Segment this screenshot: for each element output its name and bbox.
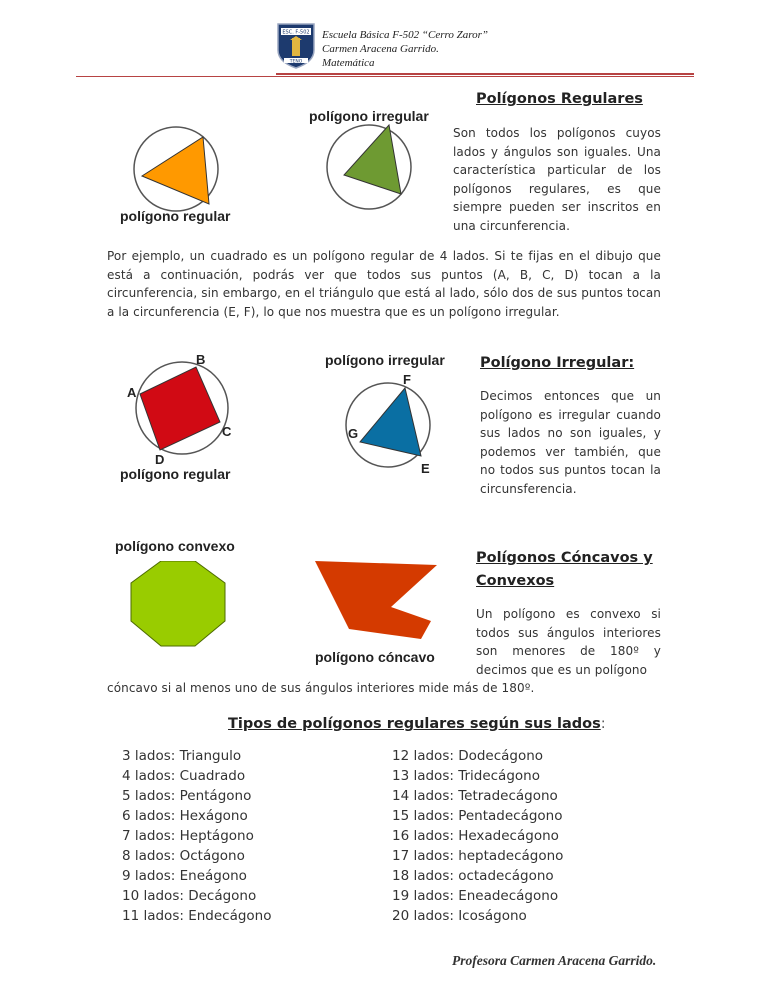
list-col1 (122, 746, 272, 926)
vertex-a: A (127, 385, 137, 400)
vertex-b: B (196, 352, 206, 367)
title-poligonos-regulares: Polígonos Regulares (476, 91, 643, 107)
header-subject: Matemática (322, 57, 375, 69)
list-item: 16 lados: Hexadecágono (392, 828, 559, 844)
figure-irregular-triangle (324, 122, 414, 212)
text-poligonos-regulares: Son todos los polígonos cuyos lados y ángulos son iguales. Una característica particular de los polígonos regulares, es que siempre pueden ser inscritos en una circunferencia. (453, 126, 661, 233)
header-rule-thin (76, 76, 694, 77)
list-item: 17 lados: heptadecágono (392, 848, 564, 864)
figure-regular-triangle (128, 124, 224, 214)
list-item: 11 lados: Endecágono (122, 908, 272, 924)
title-poligono-irregular: Polígono Irregular: (480, 355, 635, 371)
figure-concave-polygon (313, 559, 439, 641)
text-concavos-continued: cóncavo si al menos uno de sus ángulos interiores mide más de 180º. (107, 681, 535, 695)
list-col2 (392, 746, 563, 926)
vertex-d: D (155, 452, 165, 467)
school-logo (275, 22, 317, 70)
list-item: 5 lados: Pentágono (122, 788, 252, 804)
figure-octagon (130, 561, 226, 647)
label-poligono-irregular-2: polígono irregular (325, 352, 445, 368)
list-item: 12 lados: Dodecágono (392, 748, 544, 764)
list-item: 4 lados: Cuadrado (122, 768, 246, 784)
list-item: 9 lados: Eneágono (122, 868, 247, 884)
label-poligono-regular-2: polígono regular (120, 466, 231, 482)
title-concavos-line1: Polígonos Cóncavos y (476, 550, 653, 566)
header-teacher: Carmen Aracena Garrido. (322, 43, 439, 55)
list-item: 6 lados: Hexágono (122, 808, 248, 824)
list-item: 18 lados: octadecágono (392, 868, 554, 884)
label-poligono-concavo: polígono cóncavo (315, 649, 435, 665)
list-item: 14 lados: Tetradecágono (392, 788, 558, 804)
title-tipos-poligonos (228, 713, 606, 736)
text-poligono-irregular: Decimos entonces que un polígono es irregular cuando sus lados no son iguales, y podemos ver también, que no todos sus puntos tocan la circunsferencia. (480, 389, 661, 496)
header-rule (276, 73, 694, 75)
header-school: Escuela Básica F-502 “Cerro Zaror” (322, 29, 489, 41)
logo-text-top: ESC. F-502 (282, 29, 310, 36)
footer-text: Profesora Carmen Aracena Garrido. (452, 953, 657, 968)
title-tipos-text: Tipos de polígonos regulares según sus lados (228, 716, 601, 732)
text-ejemplo: Por ejemplo, un cuadrado es un polígono regular de 4 lados. Si te fijas en el dibujo que está a continuación, podrás ver que todos sus puntos (A, B, C, D) tocan a la circunferencia, sin embargo, en el triángulo que está al lado, sólo dos de sus puntos tocan a la circunferencia (E, F), lo que nos muestra que es un polígono irregular. (107, 249, 661, 319)
figure-square-in-circle (122, 352, 242, 464)
label-poligono-irregular-1: polígono irregular (309, 108, 429, 124)
list-item: 20 lados: Icoságono (392, 908, 527, 924)
vertex-f: F (403, 372, 411, 387)
list-item: 10 lados: Decágono (122, 888, 257, 904)
list-item: 15 lados: Pentadecágono (392, 808, 563, 824)
label-poligono-convexo: polígono convexo (115, 538, 235, 554)
list-item: 13 lados: Tridecágono (392, 768, 540, 784)
title-tipos-colon: : (600, 716, 606, 732)
vertex-e: E (421, 461, 430, 476)
vertex-g: G (348, 426, 359, 441)
list-item: 3 lados: Triangulo (122, 748, 242, 764)
text-concavos: Un polígono es convexo si todos sus ángulos interiores son menores de 180º y decimos que es un polígono (476, 607, 661, 677)
vertex-c: C (222, 424, 232, 439)
label-poligono-regular-1: polígono regular (120, 208, 231, 224)
logo-text-bottom: TENO (289, 59, 303, 65)
list-item: 7 lados: Heptágono (122, 828, 254, 844)
list-item: 8 lados: Octágono (122, 848, 245, 864)
figure-blue-triangle (343, 380, 433, 470)
list-item: 19 lados: Eneadecágono (392, 888, 559, 904)
title-concavos-line2: Convexos (476, 573, 555, 589)
